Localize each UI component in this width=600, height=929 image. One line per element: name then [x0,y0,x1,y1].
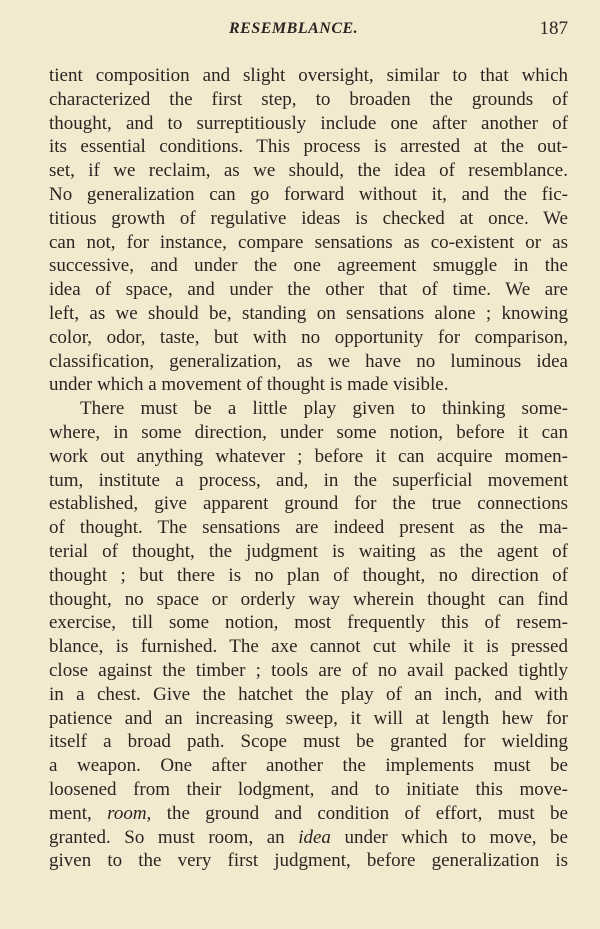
text-segment: loosened from their lodgment, and to initiate this move- [49,778,568,800]
text-segment: under which a movement of thought is made visible. [49,374,449,396]
text-line [49,588,568,612]
text-line [49,326,568,350]
text-line [49,231,568,255]
text-line [49,516,568,540]
text-segment: tient composition and slight oversight, similar to that which [49,65,568,86]
text-line [49,778,568,802]
text-line [49,207,568,231]
text-line [49,707,568,731]
text-segment: its essential conditions. This process is arrested at the out- [49,136,568,158]
body-text [49,64,568,873]
text-line [49,302,568,326]
text-line [49,754,568,778]
text-segment: in a chest. Give the hatchet the play of an inch, and with [49,683,568,705]
text-segment: terial of thought, the judgment is waiting as the agent of [49,540,568,562]
text-segment: classification, generalization, as we have no luminous idea [49,350,568,372]
page-header [49,20,568,46]
text-segment: color, odor, taste, but with no opportunity for comparison, [49,326,568,348]
text-line [49,373,568,397]
text-segment: titious growth of regulative ideas is checked at once. We [49,207,568,229]
text-line [49,445,568,469]
text-line [49,849,568,873]
page-number: 187 [539,18,568,39]
italic-text: idea [298,826,331,848]
text-line [49,730,568,754]
text-line [49,611,568,635]
text-segment: No generalization can go forward without it, and the fic- [49,183,568,205]
text-line [49,635,568,659]
running-title: RESEMBLANCE. [229,20,359,37]
text-line [49,278,568,302]
text-segment: established, give apparent ground for the true connections [49,493,568,515]
text-line [49,492,568,516]
text-segment: thought ; but there is no plan of thought, no direction of [49,564,568,586]
text-line [49,159,568,183]
text-segment: close against the timber ; tools are of no avail packed tightly [49,659,568,681]
text-segment: itself a broad path. Scope must be granted for wielding [49,731,568,753]
text-line [49,64,568,88]
text-segment: patience and an increasing sweep, it will at length hew for [49,707,568,729]
text-segment: thought, and to surreptitiously include one after another of [49,112,568,134]
text-segment: under which to move, be [330,826,568,848]
text-segment: where, in some direction, under some notion, before it can [49,421,568,443]
text-segment: set, if we reclaim, as we should, the idea of resemblance. [49,160,568,182]
text-segment: tum, institute a process, and, in the superficial movement [49,469,568,491]
text-line [49,254,568,278]
text-segment: There must be a little play given to thinking some- [80,398,568,420]
text-segment: blance, is furnished. The axe cannot cut while it is pressed [49,636,568,658]
text-line [49,540,568,564]
text-line [49,88,568,112]
text-segment: work out anything whatever ; before it can acquire momen- [49,445,568,467]
text-line [49,469,568,493]
text-segment: of thought. The sensations are indeed present as the ma- [49,517,568,539]
text-line [49,826,568,850]
text-line [49,802,568,826]
text-segment: idea of space, and under the other that of time. We are [49,279,568,301]
text-segment: exercise, till some notion, most frequently this of resem- [49,612,568,634]
text-line [49,564,568,588]
text-segment: given to the very first judgment, before generalization is [49,850,568,872]
text-segment: characterized the first step, to broaden the grounds of [49,88,568,110]
text-segment: successive, and under the one agreement smuggle in the [49,255,568,277]
text-segment: ment, [49,802,108,824]
text-segment: thought, no space or orderly way wherein thought can find [49,588,568,610]
text-segment: a weapon. One after another the implements must be [49,755,568,777]
text-segment: granted. So must room, an [49,826,299,848]
italic-text: room, [107,802,152,824]
text-line [49,183,568,207]
text-line [49,350,568,374]
text-segment: the ground and condition of effort, must be [151,802,568,824]
text-line [49,397,568,421]
text-line [49,421,568,445]
text-line [49,112,568,136]
text-line [49,683,568,707]
text-segment: can not, for instance, compare sensations as co-existent or as [49,231,568,253]
text-segment: left, as we should be, standing on sensations alone ; knowing [49,302,568,324]
text-line [49,659,568,683]
text-line [49,135,568,159]
